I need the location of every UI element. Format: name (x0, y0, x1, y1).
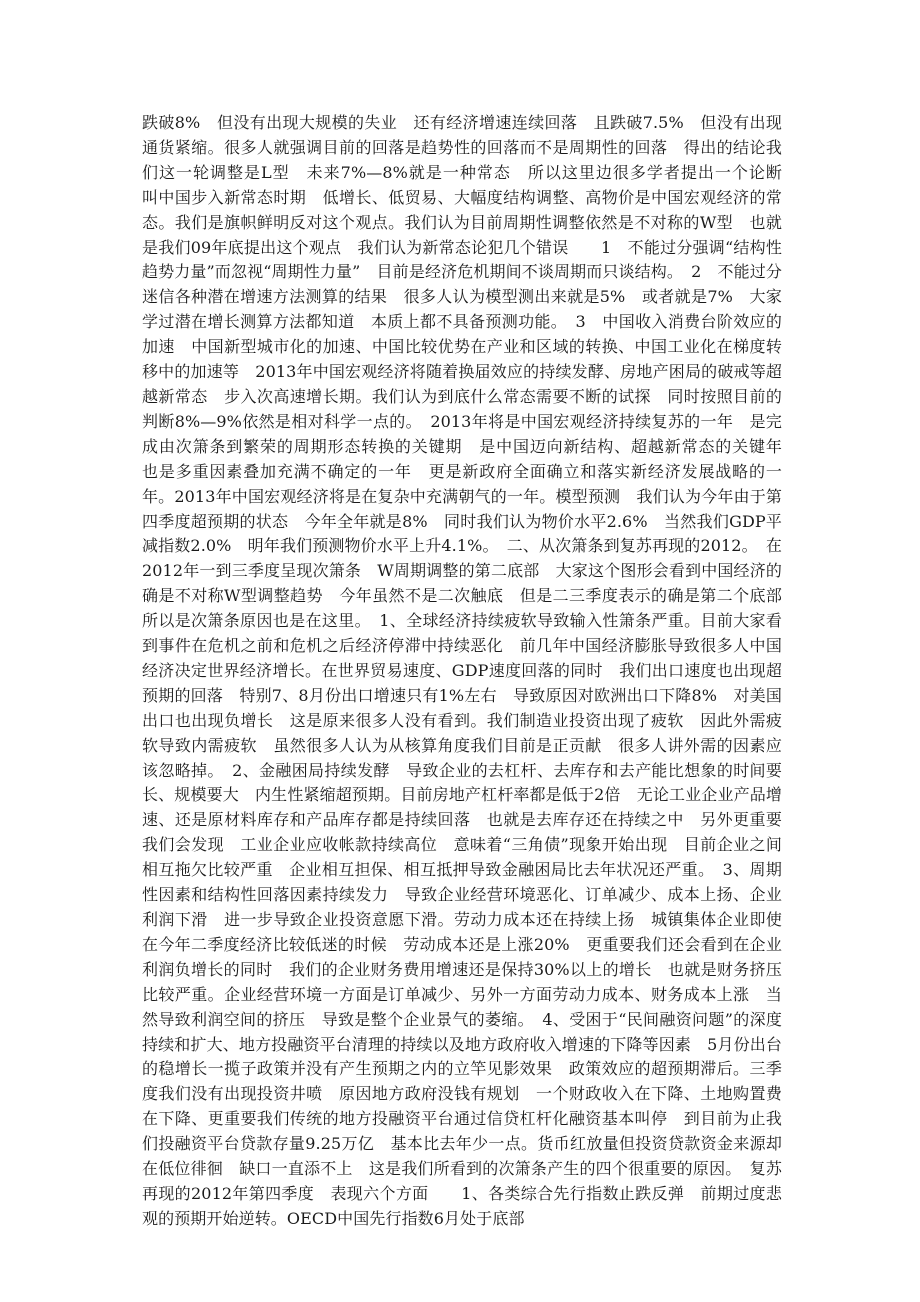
body-paragraph: 跌破8% 但没有出现大规模的失业 还有经济增速连续回落 且跌破7.5% 但没有出现通货紧缩。很多人就强调目前的回落是趋势性的回落而不是周期性的回落 得出的结论我们这一轮调整是L型 未来7%—8%就是一种常态 所以这里边很多学者提出一个论断 叫中国步入新常态时期 低增长、低贸易、大幅度结构调整、高物价是中国宏观经济的常态。我们是旗帜鲜明反对这个观点。我们认为目前周期性调整依然是不对称的W型 也就是我们09年底提出这个观点 我们认为新常态论犯几个错误 1 不能过分强调“结构性趋势力量”而忽视“周期性力量” 目前是经济危机期间不谈周期而只谈结构。 2 不能过分迷信各种潜在增速方法测算的结果 很多人认为模型测出来就是5% 或者就是7% 大家学过潜在增长测算方法都知道 本质上都不具备预测功能。 3 中国收入消费台阶效应的加速 中国新型城市化的加速、中国比较优势在产业和区域的转换、中国工业化在梯度转移中的加速等 2013年中国宏观经济将随着换届效应的持续发酵、房地产困局的破戒等超越新常态 步入次高速增长期。我们认为到底什么常态需要不断的试探 同时按照目前的判断8%—9%依然是相对科学一点的。 2013年将是中国宏观经济持续复苏的一年 是完成由次箫条到繁荣的周期形态转换的关键期 是中国迈向新结构、超越新常态的关键年 也是多重因素叠加充满不确定的一年 更是新政府全面确立和落实新经济发展战略的一年。2013年中国宏观经济将是在复杂中充满朝气的一年。模型预测 我们认为今年由于第四季度超预期的状态 今年全年就是8% 同时我们认为物价水平2.6% 当然我们GDP平减指数2.0% 明年我们预测物价水平上升4.1%。 二、从次箫条到复苏再现的2012。 在2012年一到三季度呈现次箫条 W周期调整的第二底部 大家这个图形会看到中国经济的确是不对称W型调整趋势 今年虽然不是二次触底 但是二三季度表示的确是第二个底部 所以是次箫条原因也是在这里。 1、全球经济持续疲软导致输入性箫条严重。目前大家看到事件在危机之前和危机之后经济停滞中持续恶化 前几年中国经济膨胀导致很多人中国经济决定世界经济增长。在世界贸易速度、GDP速度回落的同时 我们出口速度也出现超预期的回落 特别7、8月份出口增速只有1%左右 导致原因对欧洲出口下降8% 对美国出口也出现负增长 这是原来很多人没有看到。我们制造业投资出现了疲软 因此外需疲软导致内需疲软 虽然很多人认为从核算角度我们目前是正贡献 很多人讲外需的因素应该忽略掉。 2、金融困局持续发酵 导致企业的去杠杆、去库存和去产能比想象的时间要长、规模要大 内生性紧缩超预期。目前房地产杠杆率都是低于2倍 无论工业企业产品增速、还是原材料库存和产品库存都是持续回落 也就是去库存还在持续之中 另外更重要我们会发现 工业企业应收帐款持续高位 意味着“三角债”现象开始出现 目前企业之间相互拖欠比较严重 企业相互担保、相互抵押导致金融困局比去年状况还严重。 3、周期性因素和结构性回落因素持续发力 导致企业经营环境恶化、订单减少、成本上扬、企业利润下滑 进一步导致企业投资意愿下滑。劳动力成本还在持续上扬 城镇集体企业即使在今年二季度经济比较低迷的时候 劳动成本还是上涨20% 更重要我们还会看到在企业利润负增长的同时 我们的企业财务费用增速还是保持30%以上的增长 也就是财务挤压比较严重。企业经营环境一方面是订单减少、另外一方面劳动力成本、财务成本上涨 当然导致利润空间的挤压 导致是整个企业景气的萎缩。 4、受困于“民间融资问题”的深度持续和扩大、地方投融资平台清理的持续以及地方政府收入增速的下降等因素 5月份出台的稳增长一揽子政策并没有产生预期之内的立竿见影效果 政策效应的超预期滞后。三季度我们没有出现投资井喷 原因地方政府没钱有规划 一个财政收入在下降、土地购置费在下降、更重要我们传统的地方投融资平台通过信贷杠杆化融资基本叫停 到目前为止我们投融资平台贷款存量9.25万亿 基本比去年少一点。货币红放量但投资贷款资金来源却在低位徘徊 缺口一直添不上 这是我们所看到的次箫条产生的四个很重要的原因。 复苏再现的2012年第四季度 表现六个方面 1、各类综合先行指数止跌反弹 前期过度悲观的预期开始逆转。OECD中国先行指数6月处于底部 (142, 113, 799, 1228)
